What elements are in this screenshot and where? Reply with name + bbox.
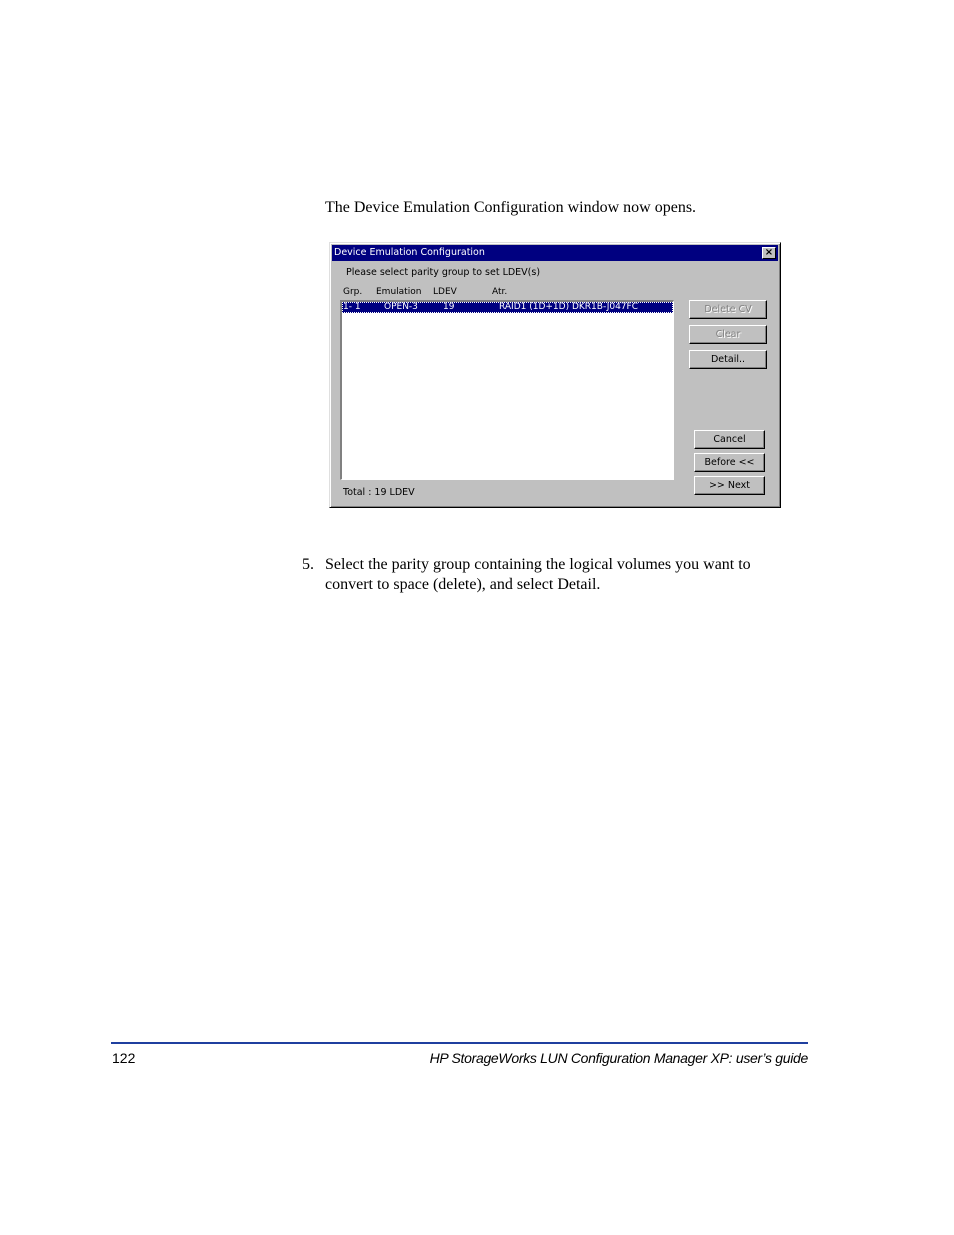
row-emulation: OPEN-3	[384, 302, 418, 312]
dialog-titlebar	[332, 245, 778, 261]
before-button[interactable]: Before <<	[694, 453, 765, 472]
total-ldev-count: Total : 19 LDEV	[343, 487, 415, 498]
step-text: Select the parity group containing the logical volumes you want to convert to space (delete), and select Detail.	[325, 556, 751, 593]
device-emulation-dialog	[329, 242, 781, 508]
detail-button[interactable]: Detail..	[689, 350, 767, 369]
footer-title: HP StorageWorks LUN Configuration Manager XP: user’s guide	[429, 1050, 808, 1066]
row-ldev: 19	[443, 302, 455, 312]
column-header-grp[interactable]: Grp.	[343, 287, 363, 297]
column-header-emulation[interactable]: Emulation	[376, 287, 422, 297]
page-number: 122	[112, 1050, 136, 1066]
step-number: 5.	[302, 556, 314, 573]
dialog-prompt: Please select parity group to set LDEV(s)	[346, 267, 541, 278]
next-button[interactable]: >> Next	[694, 476, 765, 495]
intro-paragraph: The Device Emulation Configuration window now opens.	[325, 199, 697, 216]
delete-cv-button[interactable]: Delete CV	[689, 300, 767, 319]
parity-group-list[interactable]	[340, 300, 674, 480]
dialog-title: Device Emulation Configuration	[334, 247, 485, 258]
column-header-attr[interactable]: Atr.	[492, 287, 508, 297]
row-grp: 1- 1	[343, 302, 361, 312]
row-attr: RAID1 (1D+1D) DKR1B-J047FC	[499, 302, 638, 312]
cancel-button[interactable]: Cancel	[694, 430, 765, 449]
close-icon[interactable]: ×	[762, 247, 776, 259]
column-header-ldev[interactable]: LDEV	[433, 287, 457, 297]
list-item[interactable]	[342, 302, 673, 313]
footer-rule	[111, 1042, 808, 1044]
clear-button[interactable]: Clear	[689, 325, 767, 344]
